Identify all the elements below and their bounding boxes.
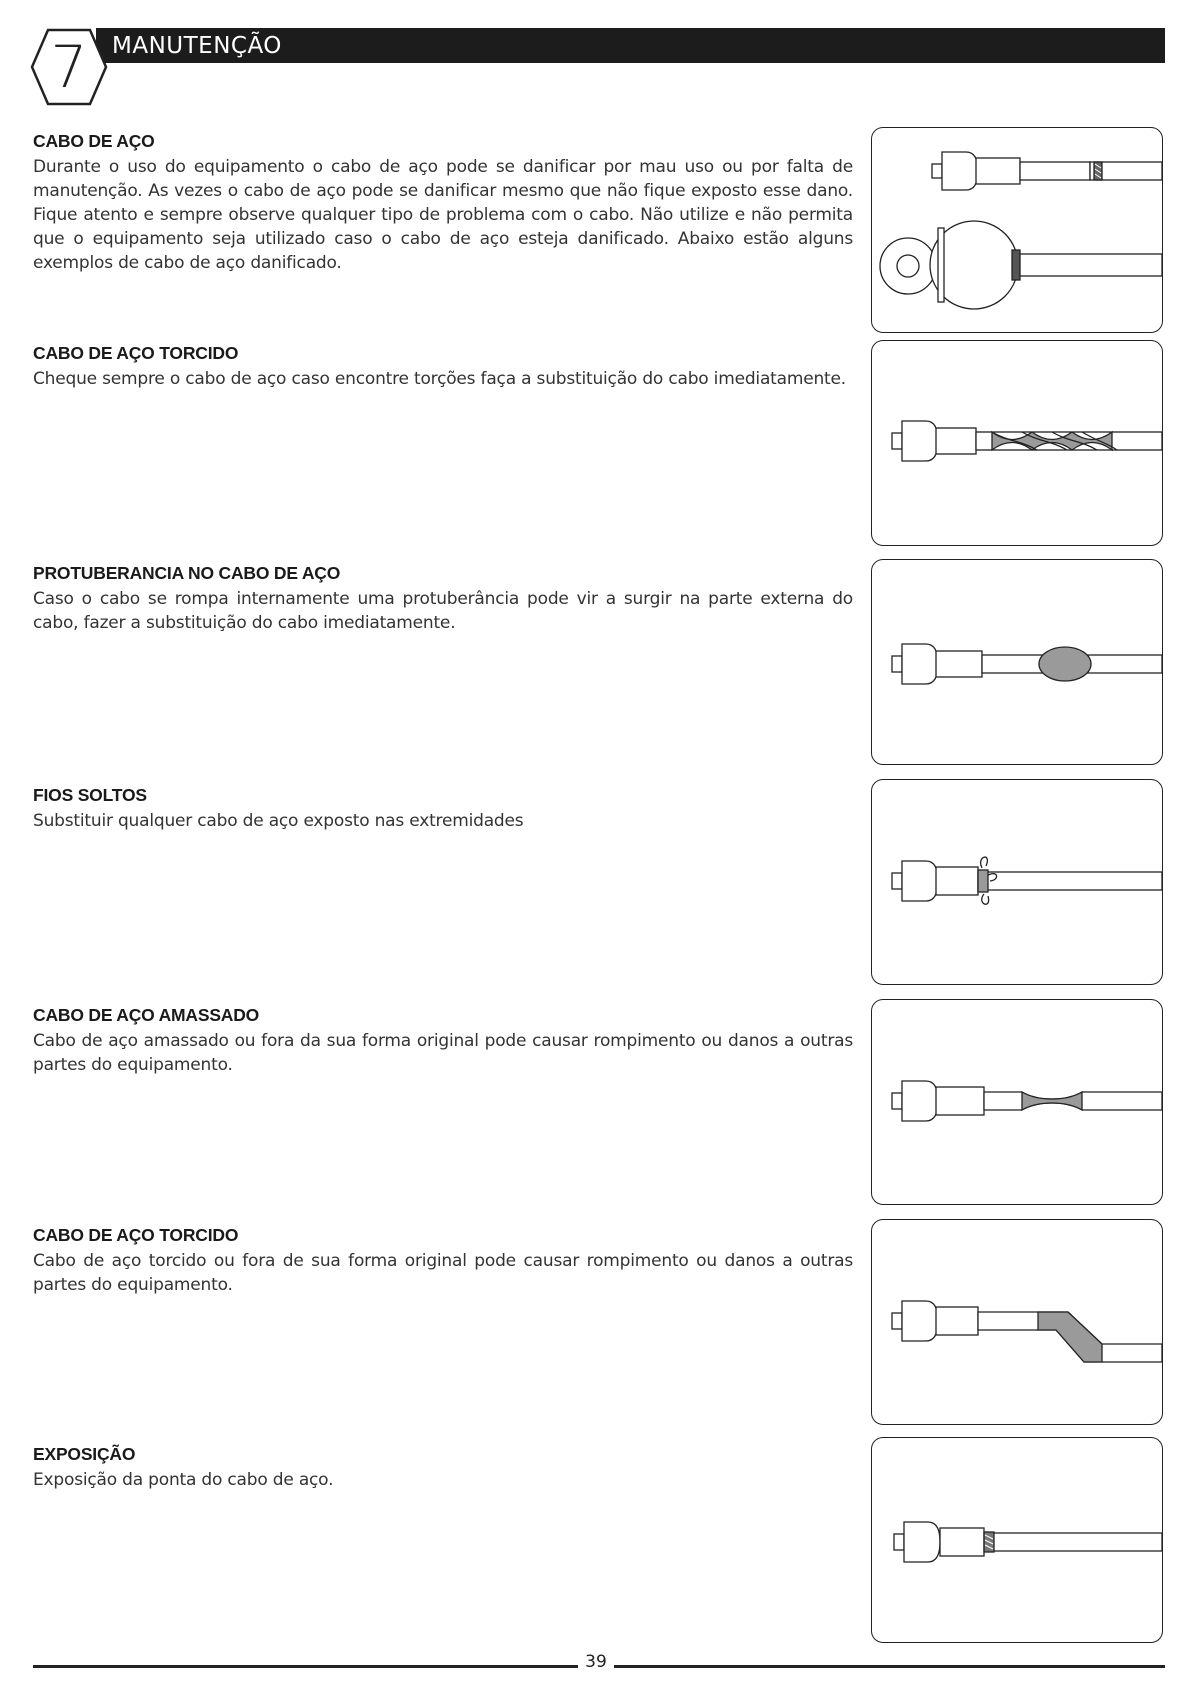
illustration-loose-wires-panel	[871, 779, 1163, 985]
bulge-cable-icon	[872, 560, 1162, 764]
chapter-title: MANUTENÇÃO	[112, 33, 282, 59]
exposed-tip-cable-icon	[872, 1438, 1162, 1642]
cable-end-and-ball-terminal-icon	[872, 128, 1162, 332]
illustration-twisted-cable-panel	[871, 340, 1163, 546]
section-text: Cheque sempre o cabo de aço caso encontre torções faça a substituição do cabo imediatamente.	[33, 369, 846, 389]
footer-rule-right	[614, 1665, 1165, 1668]
section-title: FIOS SOLTOS	[33, 785, 147, 805]
illustration-exposed-tip-panel	[871, 1437, 1163, 1643]
section-cabo-de-aco	[33, 130, 853, 275]
twisted-cable-icon	[872, 341, 1162, 545]
page-number: 39	[585, 1652, 607, 1672]
crushed-cable-icon	[872, 1000, 1162, 1204]
chapter-number: 7	[50, 33, 88, 101]
section-protuberancia	[33, 562, 853, 635]
section-text: Cabo de aço torcido ou fora de sua forma original pode causar rompimento ou danos a outras partes do equipamento.	[33, 1251, 853, 1295]
loose-wires-cable-icon	[872, 780, 1162, 984]
section-title: CABO DE AÇO TORCIDO	[33, 1225, 239, 1245]
section-title: CABO DE AÇO AMASSADO	[33, 1005, 260, 1025]
illustration-cable-end-panel	[871, 127, 1163, 333]
section-cabo-amassado	[33, 1004, 853, 1077]
footer-rule-left	[33, 1665, 578, 1668]
section-text: Cabo de aço amassado ou fora da sua forma original pode causar rompimento ou danos a outras partes do equipamento.	[33, 1031, 853, 1075]
section-text: Durante o uso do equipamento o cabo de aço pode se danificar por mau uso ou por falta de manutenção. As vezes o cabo de aço pode se danificar mesmo que não fique exposto esse dano. Fique atento e sempre observe qualquer tipo de problema com o cabo. Não utilize e não permita que o equipamento seja utilizado caso o cabo de aço esteja danificado. Abaixo estão alguns exemplos de cabo de aço danificado.	[33, 157, 853, 273]
section-title: CABO DE AÇO TORCIDO	[33, 343, 239, 363]
illustration-bulge-panel	[871, 559, 1163, 765]
section-text: Substituir qualquer cabo de aço exposto nas extremidades	[33, 811, 524, 831]
section-title: CABO DE AÇO	[33, 131, 155, 151]
section-cabo-torcido-2	[33, 1224, 853, 1297]
section-title: PROTUBERANCIA NO CABO DE AÇO	[33, 563, 341, 583]
section-cabo-torcido	[33, 342, 853, 391]
section-fios-soltos	[33, 784, 853, 833]
illustration-bent-panel	[871, 1219, 1163, 1425]
bent-cable-icon	[872, 1220, 1162, 1424]
illustration-crushed-panel	[871, 999, 1163, 1205]
section-text: Caso o cabo se rompa internamente uma protuberância pode vir a surgir na parte externa do cabo, fazer a substituição do cabo imediatamente.	[33, 589, 853, 633]
section-exposicao	[33, 1443, 853, 1492]
section-text: Exposição da ponta do cabo de aço.	[33, 1470, 334, 1490]
section-title: EXPOSIÇÃO	[33, 1444, 136, 1464]
